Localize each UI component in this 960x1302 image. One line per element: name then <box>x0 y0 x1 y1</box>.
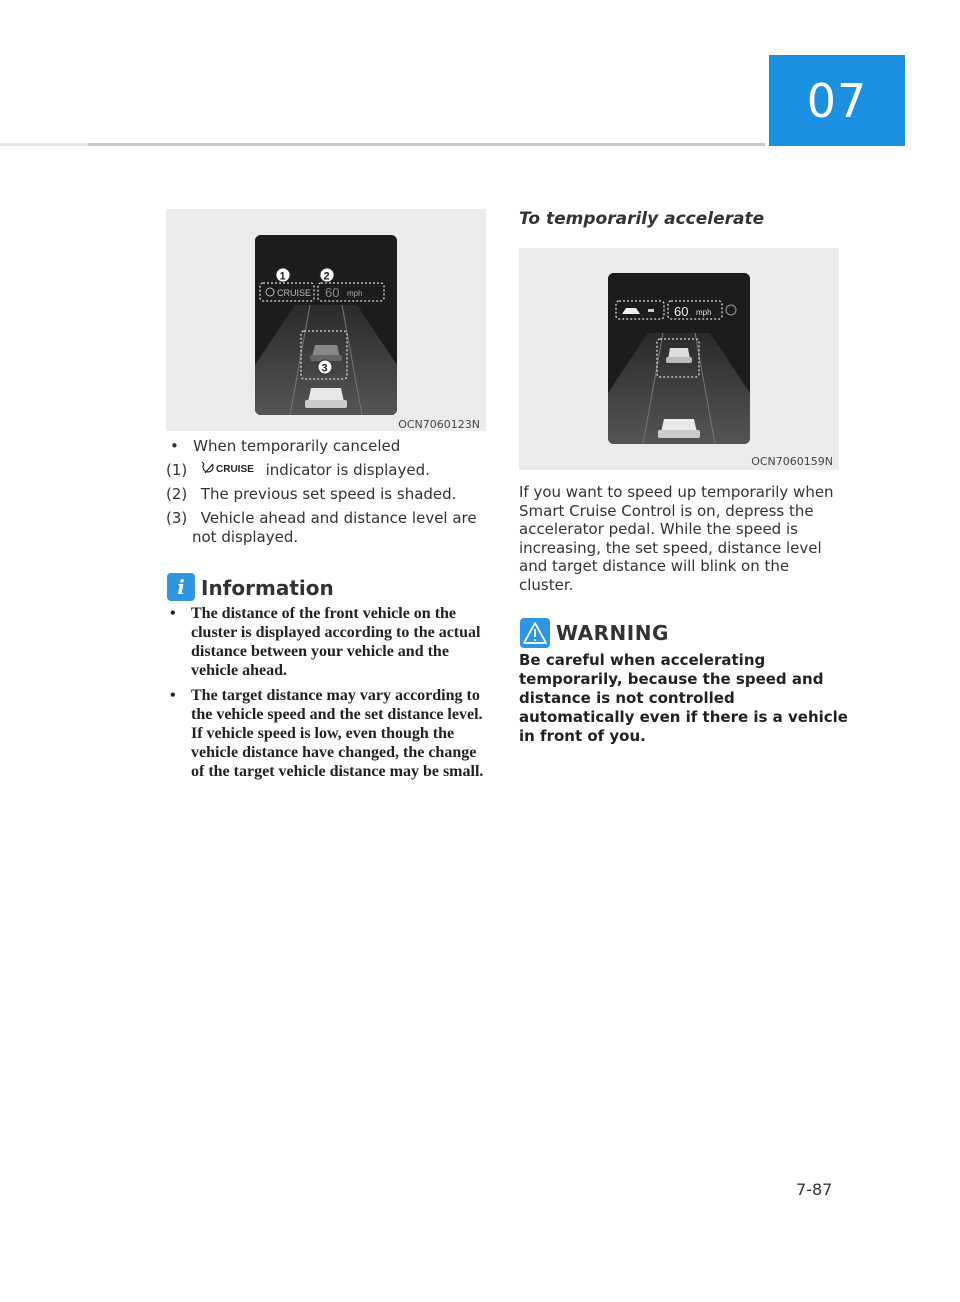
bullet-when-canceled <box>170 437 400 456</box>
header-rule <box>88 143 765 146</box>
cluster-speed-value: 60 <box>325 285 340 300</box>
list-item-3-cont: not displayed. <box>192 528 299 546</box>
callout-3: 3 <box>321 362 328 375</box>
list-item-1 <box>166 461 430 480</box>
bullet-text: When temporarily canceled <box>193 437 401 455</box>
paragraph-accelerate: If you want to speed up temporarily when Smart Cruise Control is on, depress the accelerator pedal. While the speed is increasing, the set speed, distance level and target distance will blink on the cluster. <box>519 483 834 594</box>
figure-cluster-accelerate <box>519 248 839 470</box>
cluster-screen <box>608 273 750 444</box>
cluster-speed-unit: mph <box>696 308 712 317</box>
cluster-speed-value: 60 <box>674 304 689 319</box>
bullet-dot: • <box>170 687 176 704</box>
list-item-3 <box>166 509 477 528</box>
information-icon: i <box>167 573 195 601</box>
bullet-dot: • <box>170 605 176 622</box>
list-item-2 <box>166 485 456 504</box>
list-number: (1) <box>166 461 188 479</box>
figure-cluster-canceled <box>166 209 486 431</box>
cruise-indicator-text: CRUISE <box>215 464 254 475</box>
cruise-indicator-icon <box>201 461 261 480</box>
cluster-cruise-label: CRUISE <box>277 288 312 298</box>
section-title: To temporarily accelerate <box>519 209 765 229</box>
information-title: Information <box>201 576 334 600</box>
cluster-speed-unit: mph <box>347 289 363 298</box>
list-text: Vehicle ahead and distance level are <box>200 509 477 527</box>
warning-icon <box>520 618 550 648</box>
callout-2: 2 <box>323 270 330 283</box>
list-number: (2) <box>166 485 188 503</box>
warning-text: Be careful when accelerating temporarily, because the speed and distance is not controlled automatically even if there is a vehicle in front of you. <box>519 651 848 745</box>
info-item-2 <box>170 686 492 786</box>
page-number: 7-87 <box>796 1180 833 1199</box>
cluster-screen <box>255 235 397 415</box>
info-item-1 <box>170 604 492 684</box>
list-text: The previous set speed is shaded. <box>200 485 457 503</box>
figure-caption-right: OCN7060159N <box>751 455 833 468</box>
warning-title: WARNING <box>556 621 669 645</box>
chapter-tab: 07 <box>769 55 905 146</box>
bullet-dot: • <box>170 437 194 455</box>
info-item-text: The distance of the front vehicle on the cluster is displayed according to the actual distance between your vehicle and the vehicle ahead. <box>191 605 481 679</box>
figure-caption-left: OCN7060123N <box>398 418 480 431</box>
callout-1: 1 <box>279 270 286 283</box>
list-text: indicator is displayed. <box>265 461 430 479</box>
info-item-text: The target distance may vary according to the vehicle speed and the set distance level. If vehicle speed is low, even though the vehicle distance have changed, the change of the target vehicle distance may be small. <box>191 687 484 780</box>
header-rule-left <box>0 143 88 146</box>
list-number: (3) <box>166 509 188 527</box>
